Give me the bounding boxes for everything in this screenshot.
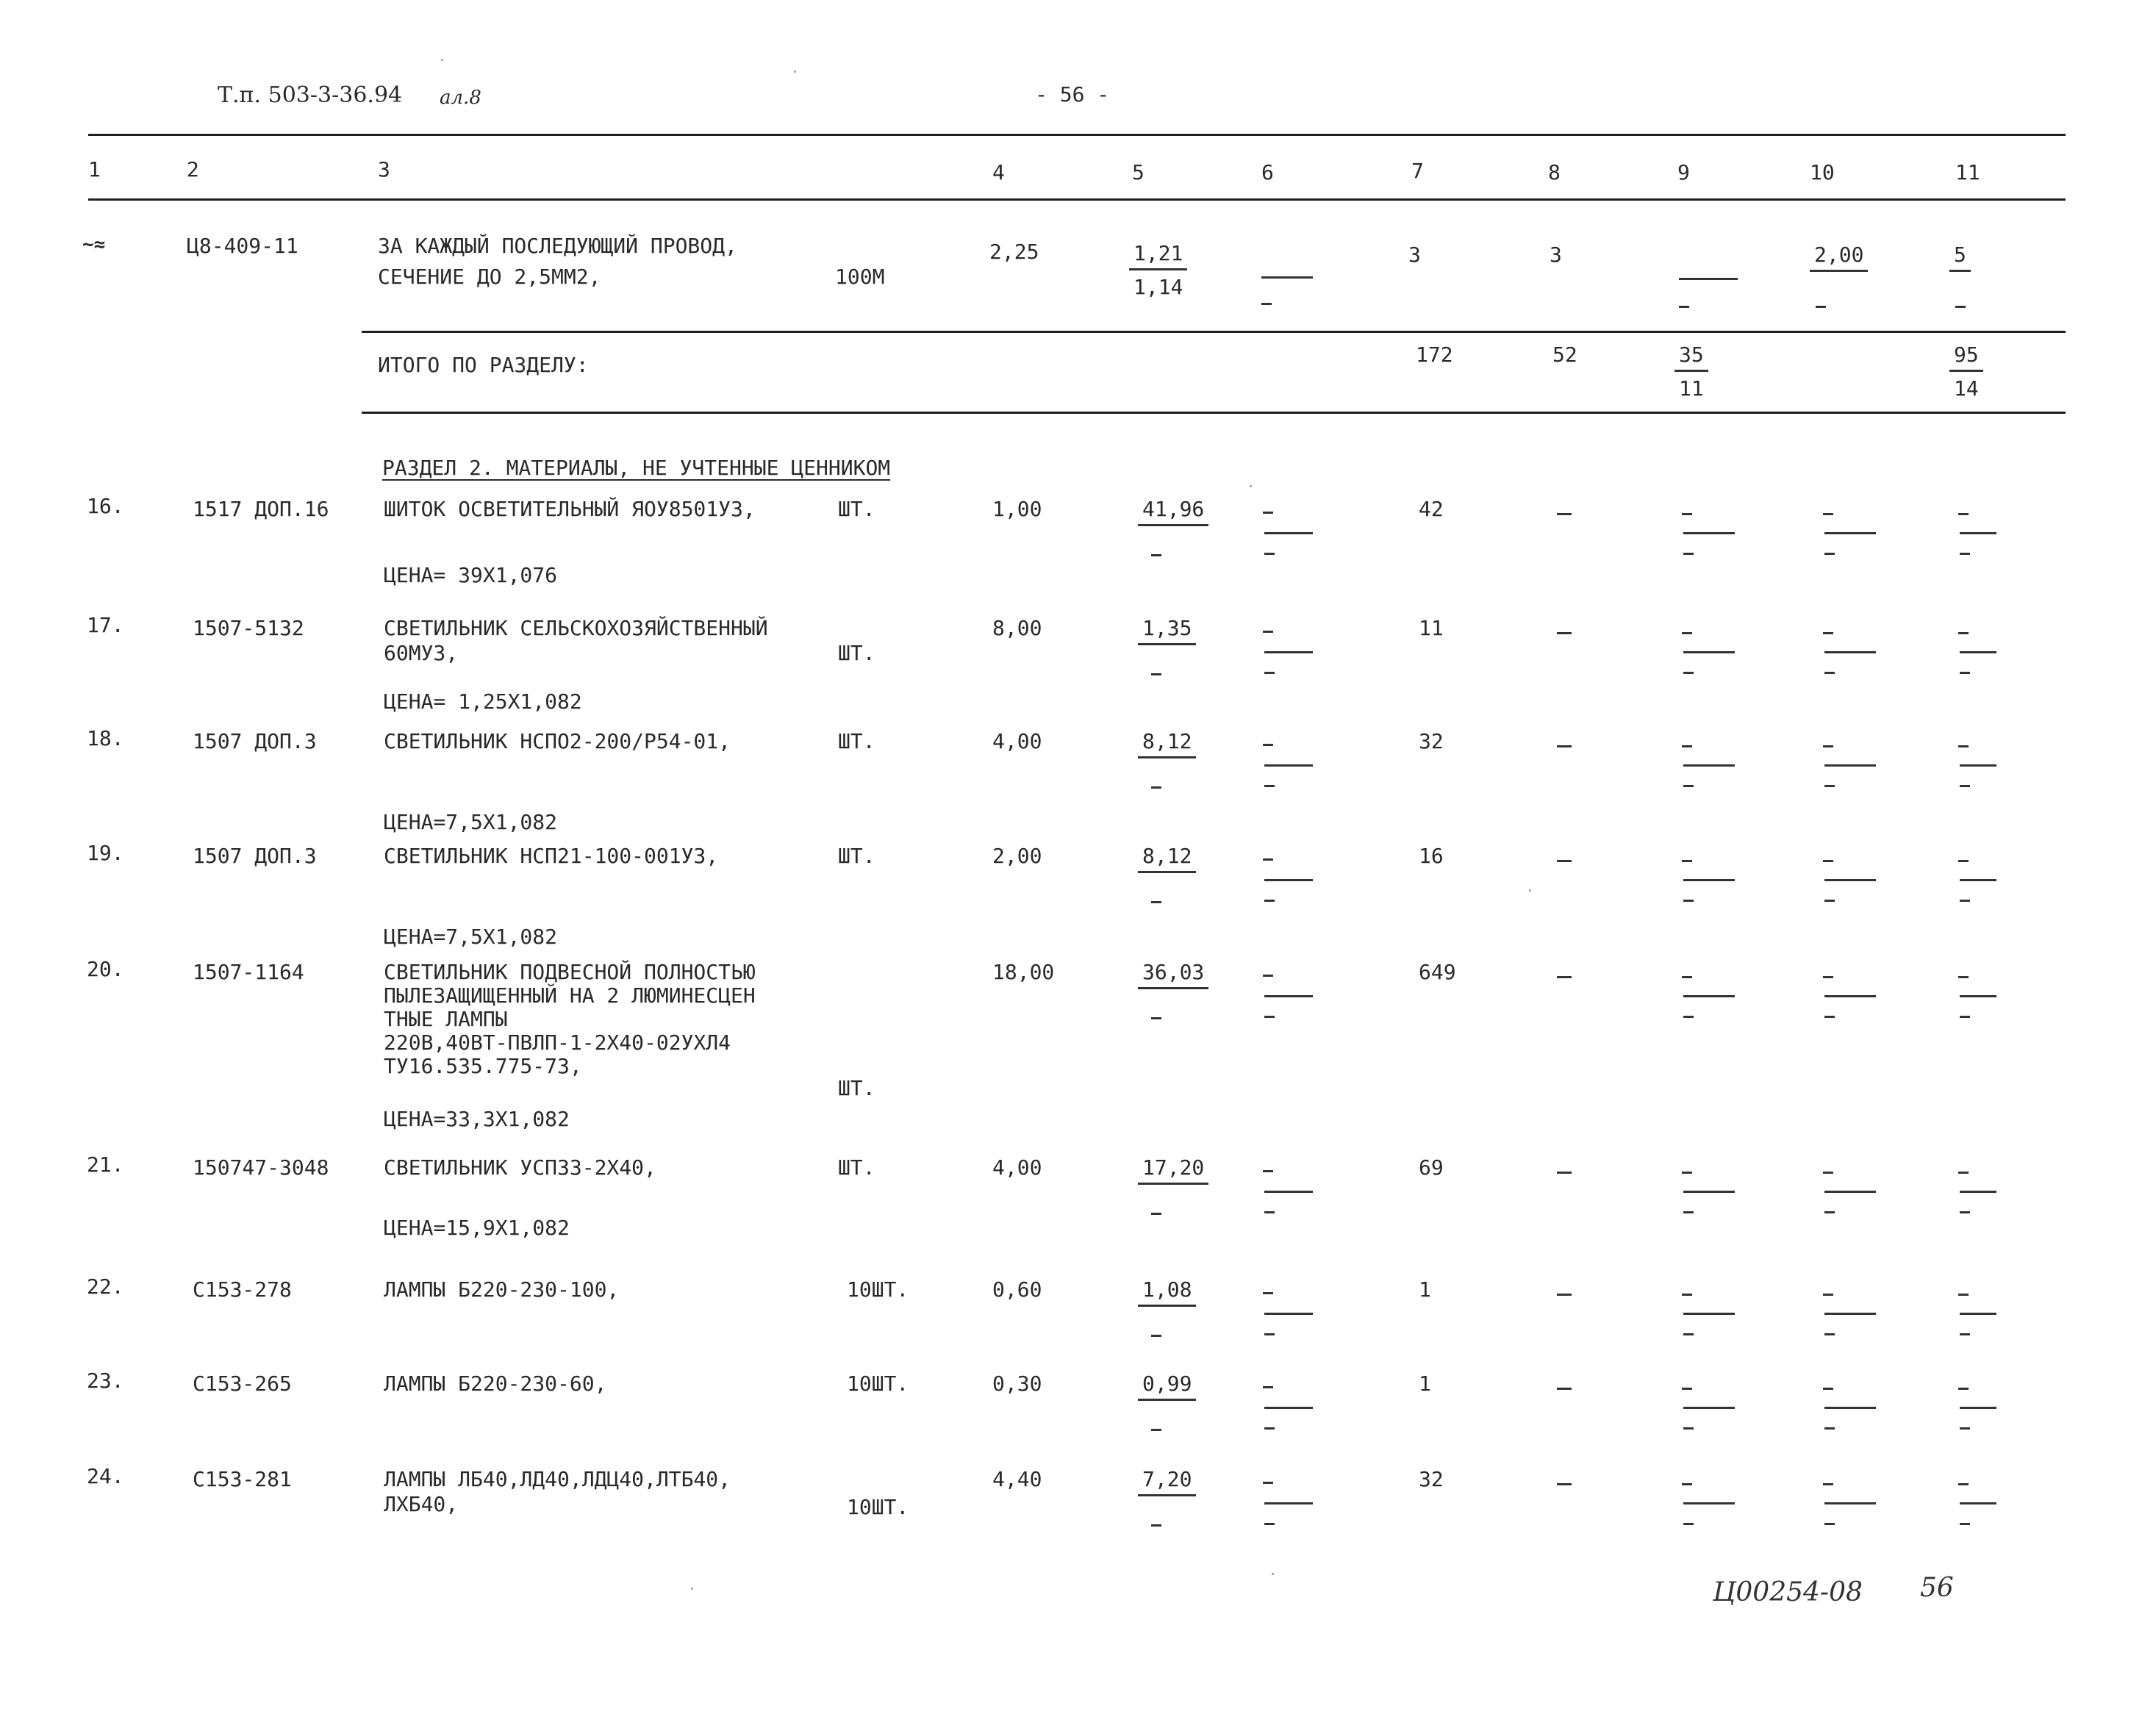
row-description: ЛАМПЫ ЛБ40,ЛД40,ЛДЦ40,ЛТБ40, — [384, 1467, 731, 1491]
row-description: ЛАМПЫ Б220-230-60, — [384, 1371, 607, 1396]
dash-mark — [1264, 1016, 1275, 1018]
dash-mark — [1682, 1294, 1692, 1296]
section-title: РАЗДЕЛ 2. МАТЕРИАЛЫ, НЕ УЧТЕННЫЕ ЦЕННИКОМ — [382, 456, 891, 480]
row-unit: 10ШТ. — [847, 1371, 909, 1396]
row-number: 17. — [87, 613, 124, 637]
dash-mark — [1824, 900, 1835, 902]
dash-mark — [1557, 1483, 1572, 1485]
header-top-rule — [88, 134, 2066, 136]
dash-mark — [1823, 745, 1833, 747]
row-description: ТНЫЕ ЛАМПЫ — [384, 1007, 508, 1031]
unit-price-value: 1,35 — [1138, 616, 1196, 645]
row-description: СВЕТИЛЬНИК ПОДВЕСНОЙ ПОЛНОСТЬЮ — [384, 960, 756, 984]
row-number: 20. — [87, 957, 124, 981]
row-unit-price — [1138, 960, 1208, 989]
row-code: 1507 ДОП.3 — [193, 729, 317, 753]
totals-label: ИТОГО ПО РАЗДЕЛУ: — [378, 353, 589, 377]
row-unit: 100М — [835, 265, 885, 289]
row-unit: 10ШТ. — [847, 1495, 909, 1519]
row-total: 42 — [1419, 497, 1444, 521]
row-unit: ШТ. — [838, 1076, 875, 1100]
dash-mark — [1682, 860, 1692, 862]
dash-mark — [1960, 651, 1996, 653]
row-number: 22. — [87, 1274, 124, 1299]
col-header: 10 — [1810, 160, 1835, 184]
col-header: 6 — [1261, 160, 1274, 184]
dash-mark — [1263, 858, 1273, 861]
dash-mark — [1264, 1333, 1275, 1335]
dash-mark — [1557, 860, 1572, 862]
dash-mark — [1683, 1191, 1735, 1193]
dash-mark — [1151, 1524, 1161, 1527]
col-header: 1 — [88, 157, 101, 182]
row-code: 1507-5132 — [193, 616, 304, 640]
col-header: 2 — [187, 157, 199, 182]
dash-mark — [1960, 995, 1996, 997]
dash-mark — [1264, 879, 1313, 881]
dash-mark — [1264, 553, 1275, 555]
dash-mark — [1557, 976, 1572, 978]
dash-mark — [1824, 1313, 1876, 1315]
dash-mark — [1683, 1427, 1694, 1430]
totals-bottom-rule — [362, 412, 2066, 414]
dash-mark — [1264, 1313, 1313, 1315]
dash-mark — [1263, 631, 1273, 633]
dash-mark — [1264, 1427, 1275, 1430]
dash-mark — [1679, 306, 1689, 308]
handwritten-code: Ц00254-08 — [1713, 1577, 1863, 1607]
dash-mark — [1960, 1211, 1970, 1213]
dash-mark — [1960, 532, 1996, 534]
dash-mark — [1824, 1502, 1876, 1504]
dash-mark — [1823, 1172, 1833, 1174]
row-code: С153-281 — [193, 1467, 292, 1491]
page-number: - 56 - — [1035, 82, 1110, 107]
scan-speck — [1272, 1573, 1274, 1575]
dash-mark — [1557, 1294, 1572, 1296]
row-unit-price — [1138, 616, 1196, 645]
row-description: 220В,40ВТ-ПВЛП-1-2Х40-02УХЛ4 — [384, 1030, 731, 1055]
row-description: СВЕТИЛЬНИК СЕЛЬСКОХОЗЯЙСТВЕННЫЙ — [384, 616, 768, 640]
dash-mark — [1264, 764, 1313, 767]
row-quantity: 0,30 — [992, 1371, 1042, 1396]
unit-price-value: 8,12 — [1138, 729, 1196, 758]
dash-mark — [1960, 672, 1970, 674]
scan-speck — [1529, 889, 1531, 892]
dash-mark — [1261, 303, 1272, 305]
sheet-label: ал.8 — [440, 87, 481, 109]
dash-mark — [1264, 1502, 1313, 1504]
row-description: СЕЧЕНИЕ ДО 2,5ММ2, — [378, 265, 601, 289]
row-col8: 3 — [1550, 243, 1562, 267]
dash-mark — [1823, 1483, 1833, 1485]
dash-mark — [1958, 1172, 1969, 1174]
dash-mark — [1824, 1191, 1876, 1193]
totals-col9: 35 11 — [1674, 342, 1708, 401]
row-description: СВЕТИЛЬНИК НСПО2-200/Р54-01, — [384, 729, 731, 753]
dash-mark — [1960, 1313, 1996, 1315]
dash-mark — [1960, 879, 1996, 881]
row-code: 1507-1164 — [193, 960, 304, 984]
row-quantity: 4,00 — [992, 1155, 1042, 1180]
dash-mark — [1263, 1482, 1273, 1484]
row-total: 32 — [1419, 1467, 1444, 1491]
row-code: Ц8-409-11 — [187, 234, 298, 258]
dash-mark — [1264, 672, 1275, 674]
row-unit-price — [1138, 1277, 1196, 1307]
dash-mark — [1683, 553, 1694, 555]
row-col11: 5 — [1949, 243, 1971, 272]
dash-mark — [1264, 995, 1313, 997]
dash-mark — [1824, 785, 1835, 787]
dash-mark — [1824, 1016, 1835, 1018]
dash-mark — [1264, 1191, 1313, 1193]
row-description: 60МУ3, — [384, 641, 459, 665]
row-quantity: 1,00 — [992, 497, 1042, 521]
row-total: 11 — [1419, 616, 1444, 640]
row-quantity: 4,00 — [992, 729, 1042, 753]
dash-mark — [1960, 1502, 1996, 1504]
row-price-formula: ЦЕНА=33,3Х1,082 — [384, 1107, 570, 1131]
row-quantity: 18,00 — [992, 960, 1055, 984]
row-number: 16. — [87, 494, 124, 518]
row-description: ЛХБ40, — [384, 1492, 459, 1516]
dash-mark — [1824, 553, 1835, 555]
row-unit: 10ШТ. — [847, 1277, 909, 1302]
dash-mark — [1960, 1427, 1970, 1430]
row-quantity: 8,00 — [992, 616, 1042, 640]
row-unit: ШТ. — [838, 497, 875, 521]
dash-mark — [1823, 1388, 1833, 1390]
row-price-formula: ЦЕНА=7,5Х1,082 — [384, 925, 558, 949]
col-header: 3 — [378, 157, 390, 182]
col-header: 11 — [1955, 160, 1980, 184]
dash-mark — [1264, 785, 1275, 787]
doc-reference: Т.п. 503-3-36.94 — [218, 82, 403, 108]
unit-price-value: 1,08 — [1138, 1277, 1196, 1307]
dash-mark — [1682, 1172, 1692, 1174]
row-number: 24. — [87, 1464, 124, 1488]
handwritten-page: 56 — [1920, 1573, 1954, 1603]
unit-price-value: 0,99 — [1138, 1371, 1196, 1401]
row-price-formula: ЦЕНА= 1,25Х1,082 — [384, 689, 582, 714]
dash-mark — [1151, 1017, 1161, 1019]
dash-mark — [1960, 1407, 1996, 1409]
dash-mark — [1151, 1429, 1161, 1431]
dash-mark — [1823, 513, 1833, 515]
row-unit: ШТ. — [838, 844, 875, 868]
dash-mark — [1960, 1523, 1970, 1525]
row-number: 21. — [87, 1152, 124, 1177]
unit-price-value: 41,96 — [1138, 497, 1208, 526]
dash-mark — [1824, 879, 1876, 881]
row-total: 32 — [1419, 729, 1444, 753]
dash-mark — [1557, 745, 1572, 747]
row-description: ЛАМПЫ Б220-230-100, — [384, 1277, 620, 1302]
totals-col8: 52 — [1552, 342, 1577, 367]
row-unit-price — [1138, 1467, 1196, 1496]
col-header: 8 — [1548, 160, 1561, 184]
unit-price-value: 7,20 — [1138, 1467, 1196, 1496]
col-header: 9 — [1677, 160, 1690, 184]
dash-mark — [1264, 1211, 1275, 1213]
dash-mark — [1557, 632, 1572, 634]
dash-mark — [1683, 879, 1735, 881]
dash-mark — [1824, 764, 1876, 767]
row-description: ТУ16.535.775-73, — [384, 1054, 582, 1078]
row-code: 150747-3048 — [193, 1155, 329, 1180]
row-quantity: 2,25 — [989, 240, 1039, 264]
row-quantity: 0,60 — [992, 1277, 1042, 1302]
unit-price-value: 8,12 — [1138, 844, 1196, 873]
dash-mark — [1824, 1211, 1835, 1213]
row-col10: 2,00 — [1810, 243, 1868, 272]
row-total: 16 — [1419, 844, 1444, 868]
row-unit-price — [1138, 1371, 1196, 1401]
dash-mark — [1557, 1172, 1572, 1174]
dash-mark — [1264, 900, 1275, 902]
row-code: 1507 ДОП.3 — [193, 844, 317, 868]
row-code: С153-265 — [193, 1371, 292, 1396]
dash-mark — [1151, 786, 1161, 789]
dash-mark — [1958, 513, 1969, 515]
dash-mark — [1824, 651, 1876, 653]
scan-speck — [1250, 485, 1252, 487]
dash-mark — [1683, 651, 1735, 653]
col-header: 7 — [1411, 159, 1424, 183]
dash-mark — [1824, 995, 1876, 997]
row-total: 1 — [1419, 1277, 1431, 1302]
dash-mark — [1151, 901, 1161, 903]
dash-mark — [1261, 276, 1313, 279]
dash-mark — [1263, 744, 1273, 746]
dash-mark — [1958, 976, 1969, 978]
dash-mark — [1151, 1213, 1161, 1215]
dash-mark — [1263, 975, 1273, 977]
dash-mark — [1683, 1313, 1735, 1315]
dash-mark — [1824, 672, 1835, 674]
dash-mark — [1824, 1427, 1835, 1430]
row-total: 1 — [1419, 1371, 1431, 1396]
dash-mark — [1151, 1335, 1161, 1337]
row-description: ПЫЛЕЗАЩИЩЕННЫЙ НА 2 ЛЮМИНЕСЦЕН — [384, 983, 756, 1008]
dash-mark — [1823, 860, 1833, 862]
dash-mark — [1683, 1333, 1694, 1335]
dash-mark — [1682, 745, 1692, 747]
unit-price-value: 36,03 — [1138, 960, 1208, 989]
col-header: 5 — [1132, 160, 1145, 184]
row-description: СВЕТИЛЬНИК НСП21-100-001У3, — [384, 844, 719, 868]
unit-price-value: 17,20 — [1138, 1155, 1208, 1185]
row-unit-price — [1138, 1155, 1208, 1185]
dash-mark — [1679, 278, 1738, 280]
row-description: ШИТОК ОСВЕТИТЕЛЬНЫЙ ЯОУ8501У3, — [384, 497, 756, 521]
dash-mark — [1683, 1016, 1694, 1018]
dash-mark — [1557, 513, 1572, 515]
row-quantity: 4,40 — [992, 1467, 1042, 1491]
dash-mark — [1682, 976, 1692, 978]
row-quantity: 2,00 — [992, 844, 1042, 868]
section1-bottom-rule — [362, 331, 2066, 333]
dash-mark — [1263, 1386, 1273, 1388]
dash-mark — [1683, 1502, 1735, 1504]
row-unit-price — [1138, 497, 1208, 526]
dash-mark — [1960, 1333, 1970, 1335]
dash-mark — [1557, 1388, 1572, 1390]
row-description: СВЕТИЛЬНИК УСП33-2Х40, — [384, 1155, 656, 1180]
dash-mark — [1958, 745, 1969, 747]
dash-mark — [1264, 1407, 1313, 1409]
row-number: 19. — [87, 841, 124, 865]
row-unit: ШТ. — [838, 641, 875, 665]
totals-col7: 172 — [1416, 342, 1453, 367]
dash-mark — [1960, 1016, 1970, 1018]
dash-mark — [1682, 632, 1692, 634]
dash-mark — [1682, 1388, 1692, 1390]
totals-col11: 95 14 — [1949, 342, 1983, 401]
dash-mark — [1958, 632, 1969, 634]
dash-mark — [1824, 1333, 1835, 1335]
dash-mark — [1263, 1170, 1273, 1172]
row-code: 1517 ДОП.16 — [193, 497, 329, 521]
row-code: С153-278 — [193, 1277, 292, 1302]
dash-mark — [1958, 1294, 1969, 1296]
dash-mark — [1151, 554, 1161, 556]
dash-mark — [1960, 553, 1970, 555]
dash-mark — [1955, 306, 1966, 308]
dash-mark — [1824, 1407, 1876, 1409]
dash-mark — [1958, 860, 1969, 862]
row-price-formula: ЦЕНА=7,5Х1,082 — [384, 810, 558, 834]
row-total: 649 — [1419, 960, 1456, 984]
row-unit-price — [1138, 844, 1196, 873]
dash-mark — [1823, 1294, 1833, 1296]
dash-mark — [1816, 306, 1826, 308]
header-bottom-rule — [88, 198, 2066, 201]
dash-mark — [1683, 672, 1694, 674]
dash-mark — [1823, 632, 1833, 634]
row-total: 69 — [1419, 1155, 1444, 1180]
dash-mark — [1683, 764, 1735, 767]
dash-mark — [1683, 1211, 1694, 1213]
dash-mark — [1682, 1483, 1692, 1485]
dash-mark — [1960, 764, 1996, 767]
row-price-formula: ЦЕНА= 39Х1,076 — [384, 563, 558, 587]
dash-mark — [1823, 976, 1833, 978]
row-description: ЗА КАЖДЫЙ ПОСЛЕДУЮЩИЙ ПРОВОД, — [378, 234, 737, 258]
scan-speck — [691, 1588, 693, 1590]
dash-mark — [1682, 513, 1692, 515]
dash-mark — [1683, 1523, 1694, 1525]
col-header: 4 — [992, 160, 1005, 184]
dash-mark — [1958, 1388, 1969, 1390]
dash-mark — [1683, 1407, 1735, 1409]
dash-mark — [1683, 995, 1735, 997]
scan-speck — [794, 71, 796, 73]
row-price-formula: ЦЕНА=15,9Х1,082 — [384, 1216, 570, 1240]
row-unit-price: 1,21 1,14 — [1129, 241, 1187, 299]
dash-mark — [1263, 512, 1273, 514]
scan-speck — [441, 59, 443, 61]
row-unit: ШТ. — [838, 729, 875, 753]
strike-mark-icon: ~≈ — [82, 234, 106, 256]
dash-mark — [1151, 673, 1161, 675]
row-number: 23. — [87, 1369, 124, 1393]
dash-mark — [1960, 1191, 1996, 1193]
row-unit: ШТ. — [838, 1155, 875, 1180]
dash-mark — [1264, 1523, 1275, 1525]
dash-mark — [1683, 900, 1694, 902]
dash-mark — [1960, 900, 1970, 902]
dash-mark — [1683, 785, 1694, 787]
dash-mark — [1824, 532, 1876, 534]
row-unit-price — [1138, 729, 1196, 758]
row-number: 18. — [87, 726, 124, 750]
dash-mark — [1263, 1292, 1273, 1294]
dash-mark — [1958, 1483, 1969, 1485]
dash-mark — [1824, 1523, 1835, 1525]
dash-mark — [1264, 532, 1313, 534]
dash-mark — [1264, 651, 1313, 653]
row-total: 3 — [1408, 243, 1421, 267]
dash-mark — [1960, 785, 1970, 787]
dash-mark — [1683, 532, 1735, 534]
